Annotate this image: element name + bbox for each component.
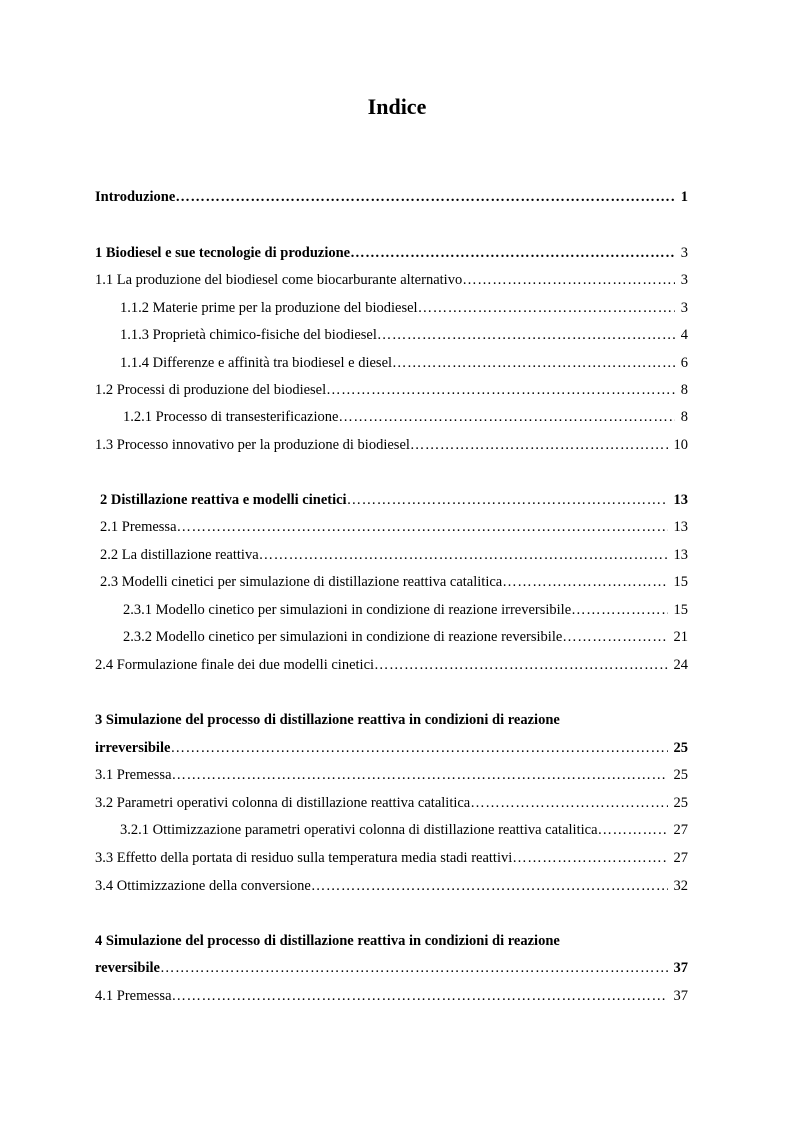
toc-entry-label: 1.1.3 Proprietà chimico-fisiche del biodiesel (120, 327, 377, 343)
toc-leader (172, 986, 668, 1006)
toc-entry (95, 793, 688, 813)
toc-leader (177, 517, 668, 537)
toc-entry (95, 243, 688, 263)
toc-entry-page: 10 (673, 437, 688, 453)
toc-entry-page: 27 (673, 850, 688, 866)
toc-entry-label: 1.1.2 Materie prime per la produzione del biodiesel (120, 300, 418, 316)
toc-entry-page: 8 (680, 382, 688, 398)
toc-entry (120, 820, 688, 840)
toc-entry (95, 380, 688, 400)
toc-entry (95, 187, 688, 207)
toc-entry-label: 2.2 La distillazione reattiva (100, 547, 259, 563)
toc-entry (123, 600, 688, 620)
toc-entry-label: 1.2 Processi di produzione del biodiesel (95, 382, 327, 398)
toc-entry-label: 4 Simulazione del processo di distillazione reattiva in condizioni di reazione (95, 933, 560, 949)
toc-leader (170, 738, 667, 758)
toc-entry-label: 1.1 La produzione del biodiesel come biocarburante alternativo (95, 272, 463, 288)
toc-entry-label: 4.1 Premessa (95, 988, 172, 1004)
toc-entry-page: 3 (680, 245, 688, 261)
toc-entry-page: 25 (673, 767, 688, 783)
toc-entry-page: 32 (673, 878, 688, 894)
toc-leader (175, 187, 674, 207)
toc-leader (347, 490, 668, 510)
toc-entry-page: 15 (673, 602, 688, 618)
toc-entry-label: 2.3 Modelli cinetici per simulazione di distillazione reattiva catalitica (100, 574, 503, 590)
toc-leader (392, 353, 675, 373)
toc-entry (95, 765, 688, 785)
toc-entry (95, 876, 688, 896)
toc-entry (120, 353, 688, 373)
toc-entry-page: 27 (673, 822, 688, 838)
toc-entry (120, 298, 688, 318)
toc-entry-page: 13 (673, 519, 688, 535)
toc-leader (377, 325, 675, 345)
toc-entry (95, 848, 688, 868)
toc-entry (95, 270, 688, 290)
toc-leader (562, 627, 667, 647)
toc-entry (95, 435, 688, 455)
toc-leader (259, 545, 668, 565)
toc-leader (410, 435, 668, 455)
toc-entry-label: Introduzione (95, 189, 176, 205)
toc-entry-label: 3.1 Premessa (95, 767, 172, 783)
toc-leader (418, 298, 675, 318)
toc-entry-page: 37 (673, 960, 688, 976)
toc-entry (95, 738, 688, 758)
toc-entry-label: 2.1 Premessa (100, 519, 177, 535)
toc-entry-page: 3 (680, 272, 688, 288)
toc-entry (123, 407, 688, 427)
toc-entry-label: 3 Simulazione del processo di distillazione reattiva in condizioni di reazione (95, 712, 560, 728)
toc-entry (123, 627, 688, 647)
toc-entry-label: 2 Distillazione reattiva e modelli cinetici (100, 492, 347, 508)
toc-leader (374, 655, 667, 675)
toc-entry-label: 1.1.4 Differenze e affinità tra biodiesel e diesel (120, 355, 393, 371)
toc-entry-label: 2.4 Formulazione finale dei due modelli cinetici (95, 657, 375, 673)
toc-entry-page: 25 (673, 740, 688, 756)
toc-entry (100, 490, 688, 510)
toc-entry-page: 6 (680, 355, 688, 371)
toc-entry-label: 3.2.1 Ottimizzazione parametri operativi colonna di distillazione reattiva catalitica (120, 822, 598, 838)
toc-entry-page: 13 (673, 492, 688, 508)
toc-entry-page: 24 (673, 657, 688, 673)
toc-leader (462, 270, 675, 290)
toc-leader (160, 958, 668, 978)
toc-entry (120, 325, 688, 345)
toc-entry-label: 1 Biodiesel e sue tecnologie di produzione (95, 245, 351, 261)
toc-entry (95, 958, 688, 978)
toc-leader (311, 876, 668, 896)
toc-entry-page: 15 (673, 574, 688, 590)
toc-leader (571, 600, 667, 620)
toc-entry (95, 655, 688, 675)
toc-entry-page: 21 (673, 629, 688, 645)
toc-leader (338, 407, 674, 427)
toc-leader (470, 793, 667, 813)
toc-entry-page: 1 (680, 189, 688, 205)
toc-entry-label: 2.3.1 Modello cinetico per simulazioni in condizione di reazione irreversibile (123, 602, 572, 618)
toc-entry-label: 1.2.1 Processo di transesterificazione (123, 409, 339, 425)
toc-entry-page: 37 (673, 988, 688, 1004)
toc-entry-label: 3.2 Parametri operativi colonna di distillazione reattiva catalitica (95, 795, 471, 811)
toc-entry-page: 25 (673, 795, 688, 811)
toc-entry-label: 2.3.2 Modello cinetico per simulazioni in condizione di reazione reversibile (123, 629, 563, 645)
toc-entry-label: reversibile (95, 960, 160, 976)
toc-heading-line (95, 931, 688, 951)
toc-entry-label: 3.4 Ottimizzazione della conversione (95, 878, 311, 894)
toc-entry (100, 545, 688, 565)
toc-entry-page: 3 (680, 300, 688, 316)
toc-leader (172, 765, 668, 785)
toc-entry-label: 1.3 Processo innovativo per la produzione di biodiesel (95, 437, 410, 453)
toc-entry-page: 8 (680, 409, 688, 425)
toc-entry (95, 986, 688, 1006)
toc-leader (598, 820, 668, 840)
toc-leader (326, 380, 675, 400)
toc-leader (502, 572, 667, 592)
toc-entry (100, 517, 688, 537)
toc-entry-label: 3.3 Effetto della portata di residuo sulla temperatura media stadi reattivi (95, 850, 513, 866)
toc-entry (100, 572, 688, 592)
toc-entry-label: irreversibile (95, 740, 171, 756)
toc-leader (512, 848, 667, 868)
toc-heading-line (95, 710, 688, 730)
toc-entry-page: 4 (680, 327, 688, 343)
toc-entry-page: 13 (673, 547, 688, 563)
toc-leader (350, 243, 675, 263)
page-title: Indice (367, 94, 427, 119)
